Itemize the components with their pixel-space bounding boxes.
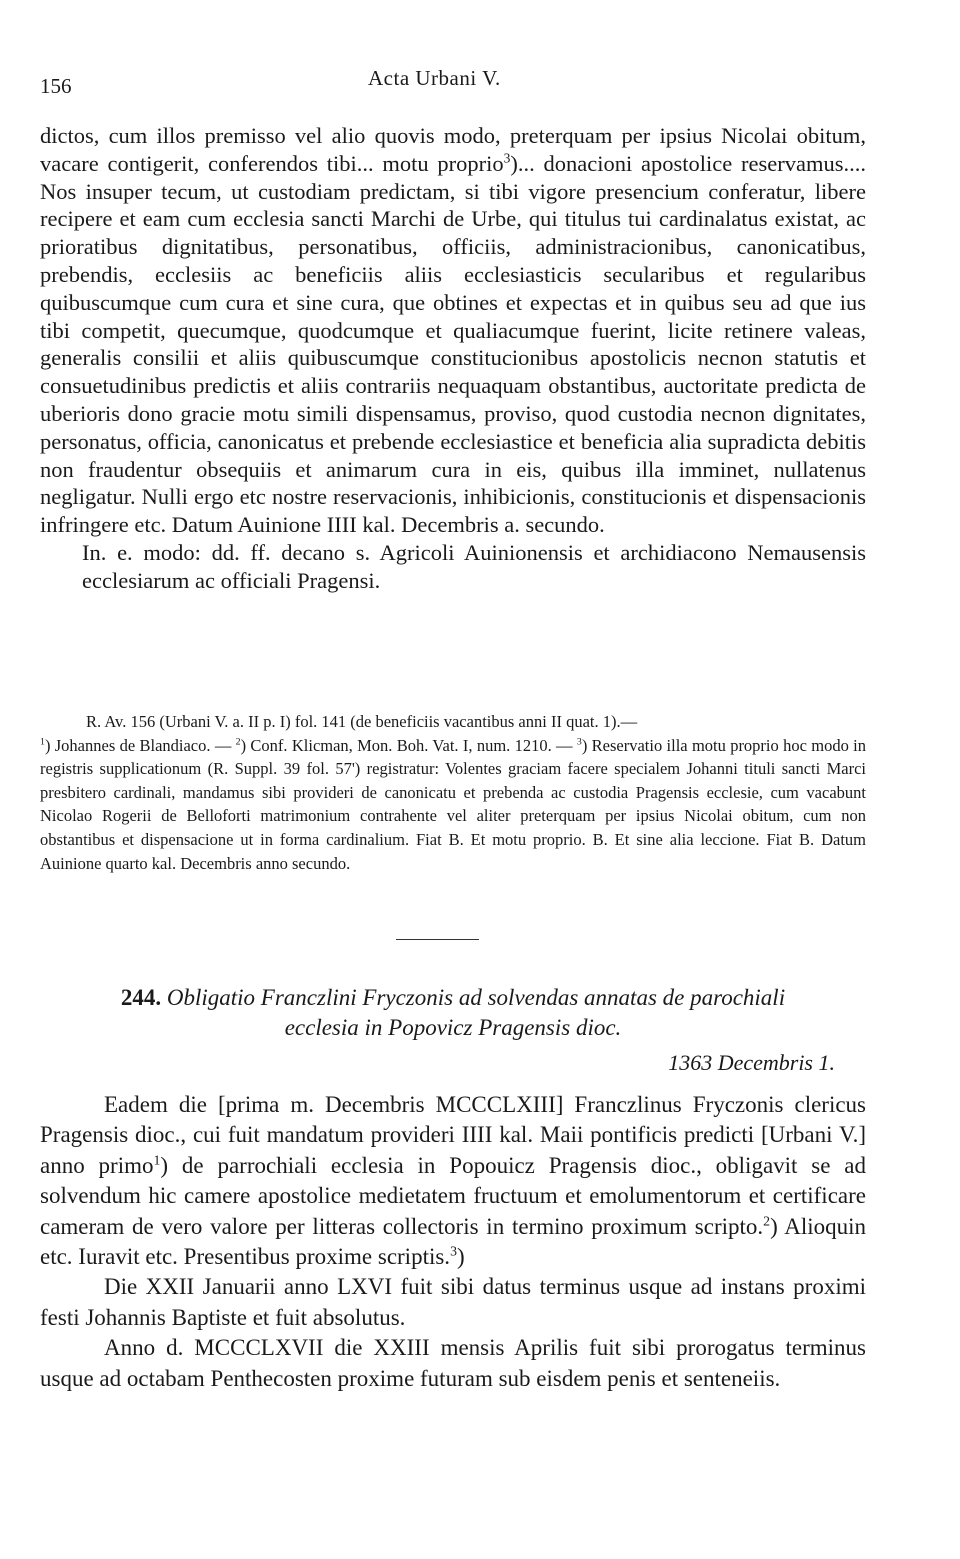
footnote-mark: 1 <box>40 736 45 748</box>
footnote-ref: 3 <box>503 150 511 166</box>
document-date: 1363 Decembris 1. <box>668 1050 835 1075</box>
footnote-2: ) Conf. Klicman, Mon. Boh. Vat. I, num. 1210. — <box>240 735 577 755</box>
incipit-line: In. e. modo: dd. ff. decano s. Agricoli Auinionensis et archidiacono Nemausensis ecclesiarum ac officiali Pragensi. <box>82 539 866 593</box>
section-divider <box>396 939 479 940</box>
document-number: 244. <box>120 985 162 1010</box>
paragraph-text: ) <box>456 1244 465 1270</box>
footnote-3: ) Reservatio illa motu proprio hoc modo in registris supplicationum (R. Suppl. 39 fol. 57') registratur: Volentes graciam facere specialem Johanni tituli sancti Marci presbitero cardinali, mandamus sibi provideri de canonicatu et prebenda ac custodia Pragensis ecclesie, cum vacabunt Nicolao Rogerii de Belloforti matrimonium contrahente vel aliter preterquam per ipsius Nicolai obitum, cum non obstantibus et dispensacione ut in forma cardinalium. Fiat B. Et motu proprio. B. Et sine alia leccione. Fiat B. Datum Auinione quarto kal. Decembris anno secundo. <box>40 735 866 873</box>
body-paragraph <box>40 122 866 539</box>
footnote-ref: 2 <box>763 1212 771 1228</box>
footnote-mark: 3 <box>576 736 582 748</box>
paragraph-text: dictos, cum illos premisso vel alio quovis modo, preterquam per ipsius Nicolai obitum, vacare contigerit, conferendos tibi... motu proprio <box>40 123 866 176</box>
document-body <box>40 1090 866 1394</box>
source-citation: R. Av. 156 (Urbani V. a. II p. I) fol. 141 (de beneficiis vacantibus anni II quat. 1).— <box>86 712 638 731</box>
paragraph-text: ) Alioquin etc. Iuravit etc. Presentibus proxime scriptis. <box>40 1213 866 1270</box>
title-text: Obligatio Franczlini Fryczonis ad solvendas annatas de parochiali <box>166 985 786 1010</box>
document-heading <box>40 983 866 1043</box>
main-text-block <box>40 122 866 595</box>
footnote-mark: 2 <box>235 736 241 748</box>
title-line: ecclesia in Popovicz Pragensis dioc. <box>284 1015 622 1040</box>
running-title: Acta Urbani V. <box>368 66 501 90</box>
paragraph-text: ) de parrochiali ecclesia in Popouicz Pragensis dioc., obligavit se ad solvendum hic camere apostolice medietatem fructuum et emolumentorum et certificare cameram de vero valore per litteras collectoris in termino proximum scripto. <box>40 1152 866 1239</box>
footnote-text <box>40 734 866 876</box>
paragraph-text: Eadem die [prima m. Decembris MCCCLXIII] Franczlinus Fryczonis clericus Pragensis dioc., cui fuit mandatum provideri IIII kal. Maii pontificis predicti [Urbani V.] anno primo <box>40 1092 866 1178</box>
footnote-source <box>40 710 866 734</box>
title-line <box>40 983 866 1013</box>
footnote-1: ) Johannes de Blandiaco. — <box>44 735 236 755</box>
page-number: 156 <box>40 74 72 98</box>
footnotes-block <box>40 710 866 875</box>
paragraph-text: )... donacioni apostolice reservamus.... Nos insuper tecum, ut custodiam predictam, si tibi vigore presencium conferatur, libere recipere et eam cum ecclesia sancti Marchi de Urbe, qui titulus tui cardinalatus existat, ac prioratibus dignitatibus, personatibus, officiis, administracionibus, canonicatibus, prebendis, ecclesiis ac beneficiis aliis ecclesiasticis secularibus et regularibus quibuscumque cum cura et sine cura, que obtines et expectas et in quibus seu ad que ius tibi competit, quecumque, quodcumque et qualiacumque fuerint, licite retinere valeas, generalis consilii et aliis quibuscumque constitucionibus apostolicis necnon statutis et consuetudinibus predictis et aliis contrariis nequaquam obstantibus, auctoritate predicta de uberioris dono gracie motu simili dispensamus, proviso, quod custodia necnon dignitates, personatus, officia, canonicatus et prebende ecclesiastice et beneficia alia supradicta debitis non fraudentur obsequiis et animarum cura in eis, quibus illa imminet, nullatenus negligatur. Nulli ergo etc nostre reservacionis, inhibicionis, constitucionis et dispensacionis infringere etc. Datum Auinione IIII kal. Decembris a. secundo. <box>40 150 866 538</box>
document-paragraph: Die XXII Januarii anno LXVI fuit sibi datus terminus usque ad instans proximi festi Johannis Baptiste et fuit absolutus. <box>40 1274 866 1330</box>
footnote-ref: 1 <box>153 1152 161 1168</box>
document-paragraph: Anno d. MCCCLXVII die XXIII mensis Aprilis fuit sibi prorogatus terminus usque ad octabam Penthecosten proxime futuram sub eisdem penis et senteneiis. <box>40 1335 866 1391</box>
document-paragraph <box>40 1090 866 1272</box>
footnote-ref: 3 <box>450 1243 457 1259</box>
